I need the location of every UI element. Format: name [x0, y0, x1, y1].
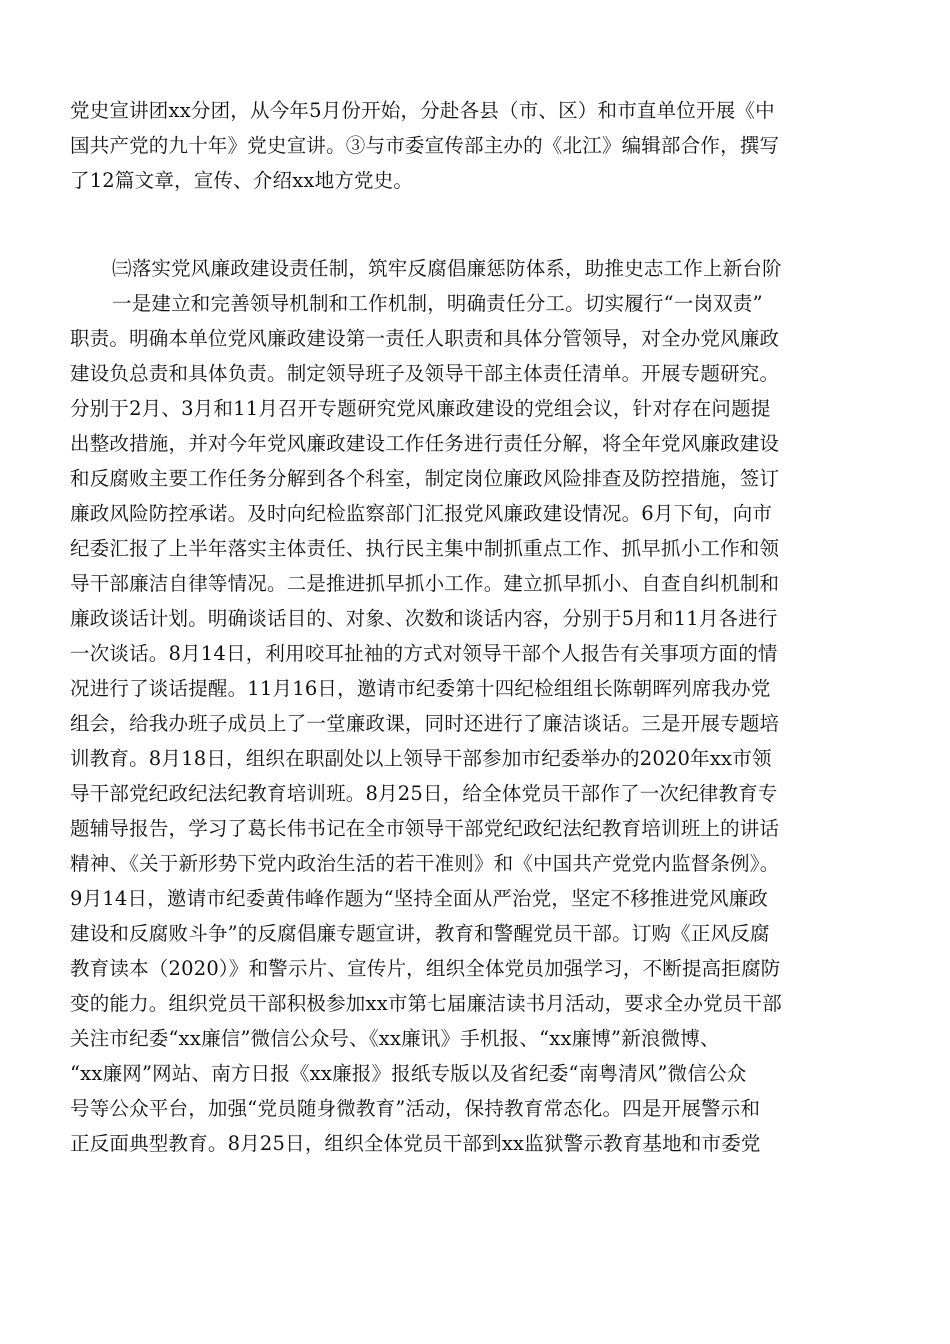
text-line-13: 导干部廉洁自律等情况。二是推进抓早抓小工作。建立抓早抓小、自查自纠机制和 [70, 572, 780, 595]
text-line-21: 精神、《关于新形势下党内政治生活的若干准则》和《中国共产党党内监督条例》。 [70, 852, 780, 875]
text-line-19: 导干部党纪政纪法纪教育培训班。8月25日，给全体党员干部作了一次纪律教育专 [70, 782, 778, 805]
text-line-26: 关注市纪委“xx廉信”微信公众号、《xx廉讯》手机报、“xx廉博”新浪微博、 [70, 1027, 720, 1050]
text-line-18: 训教育。8月18日，组织在职副处以上领导干部参加市纪委举办的2020年xx市领 [70, 747, 772, 770]
text-line-8: 分别于2月、3月和11月召开专题研究党风廉政建设的党组会议，针对存在问题提 [70, 397, 771, 420]
text-line-12: 纪委汇报了上半年落实主体责任、执行民主集中制抓重点工作、抓早抓小工作和领 [70, 537, 780, 560]
text-line-9: 出整改措施，并对今年党风廉政建设工作任务进行责任分解，将全年党风廉政建设 [70, 432, 780, 455]
text-line-15: 一次谈话。8月14日，利用咬耳扯袖的方式对领导干部个人报告有关事项方面的情 [70, 642, 778, 665]
text-line-22: 9月14日，邀请市纪委黄伟峰作题为“坚持全面从严治党，坚定不移推进党风廉政 [70, 887, 769, 910]
paragraph-first-line: 一是建立和完善领导机制和工作机制，明确责任分工。切实履行“一岗双责” [112, 292, 763, 315]
section-heading: ㈢落实党风廉政建设责任制，筑牢反腐倡廉惩防体系，助推史志工作上新台阶 [112, 257, 782, 280]
text-line-23: 建设和反腐败斗争”的反腐倡廉专题宣讲，教育和警醒党员干部。订购《正风反腐 [70, 922, 770, 945]
text-line-3: 了12篇文章，宣传、介绍xx地方党史。 [70, 169, 414, 192]
text-line-14: 廉政谈话计划。明确谈话目的、对象、次数和谈话内容，分别于5月和11月各进行 [70, 607, 778, 630]
text-line-6: 职责。明确本单位党风廉政建设第一责任人职责和具体分管领导，对全办党风廉政 [70, 327, 780, 350]
text-line-25: 变的能力。组织党员干部积极参加xx市第七届廉洁读书月活动，要求全办党员干部 [70, 992, 782, 1015]
text-line-27: “xx廉网”网站、南方日报《xx廉报》报纸专版以及省纪委“南粤清风”微信公众 [70, 1062, 747, 1085]
text-line-11: 廉政风险防控承诺。及时向纪检监察部门汇报党风廉政建设情况。6月下旬，向市 [70, 502, 773, 525]
text-line-10: 和反腐败主要工作任务分解到各个科室，制定岗位廉政风险排查及防控措施，签订 [70, 467, 780, 490]
text-line-7: 建设负总责和具体负责。制定领导班子及领导干部主体责任清单。开展专题研究。 [70, 362, 780, 385]
text-line-24: 教育读本（2020）》和警示片、宣传片，组织全体党员加强学习，不断提高拒腐防 [70, 957, 781, 980]
text-line-16: 况进行了谈话提醒。11月16日，邀请市纪委第十四纪检组组长陈朝晖列席我办党 [70, 677, 771, 700]
text-line-1: 党史宣讲团xx分团，从今年5月份开始，分赴各县（市、区）和市直单位开展《中 [70, 99, 775, 122]
text-line-17: 组会，给我办班子成员上了一堂廉政课，同时还进行了廉洁谈话。三是开展专题培 [70, 712, 780, 735]
text-line-2: 国共产党的九十年》党史宣讲。③与市委宣传部主办的《北江》编辑部合作，撰写 [70, 134, 780, 157]
text-line-20: 题辅导报告，学习了葛长伟书记在全市领导干部党纪政纪法纪教育培训班上的讲话 [70, 817, 780, 840]
text-line-29: 正反面典型教育。8月25日，组织全体党员干部到xx监狱警示教育基地和市委党 [70, 1132, 761, 1155]
text-line-28: 号等公众平台，加强“党员随身微教育”活动，保持教育常态化。四是开展警示和 [70, 1097, 761, 1120]
